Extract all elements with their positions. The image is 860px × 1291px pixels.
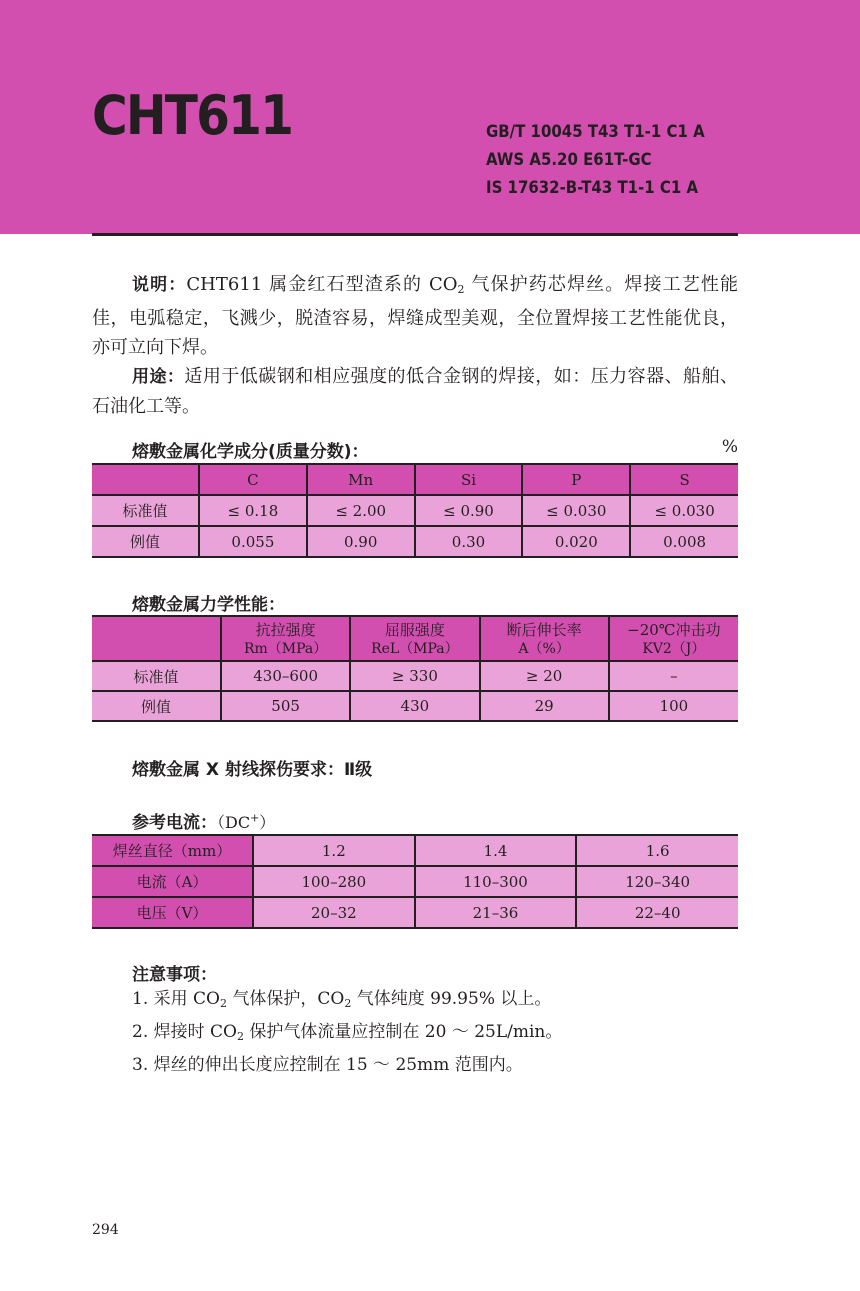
header-rule [92,233,738,236]
description-label: 说明： [132,275,187,295]
xray-requirement: 熔敷金属 X 射线探伤要求：Ⅱ级 [132,760,373,780]
usage-label: 用途： [132,367,185,387]
note-3: 3. 焊丝的伸出长度应控制在 15 ～ 25mm 范围内。 [132,1055,523,1075]
chem-title: 熔敷金属化学成分(质量分数)： [132,442,369,462]
table-row: 电流（A） 100–280 110–300 120–340 [92,866,738,897]
description-block [92,270,738,421]
standards-list [486,118,705,202]
table-row: 电压（V） 20–32 21–36 22–40 [92,897,738,928]
note-1: 1. 采用 $CO_2$ 气体保护，$CO_2$ 气体纯度 99.95% 以上。 [132,989,552,1010]
current-title: 参考电流：（DC+） [132,811,276,833]
notes-list [132,985,732,1079]
mech-table [92,615,738,722]
standard-aws: AWS A5.20 E61T-GC [486,150,652,170]
mech-title: 熔敷金属力学性能： [132,595,285,615]
notes-title: 注意事项： [132,965,217,985]
product-title: CHT611 [92,84,293,147]
polarity: （DC+） [217,811,276,832]
chem-header-row: C Mn Si P S [92,464,738,495]
mech-header-row: 抗拉强度 Rm（MPa） 屈服强度 ReL（MPa） 断后伸长率 A（%） −20℃冲击功 KV2（J） [92,616,738,661]
standard-is: IS 17632-B-T43 T1-1 C1 A [486,178,699,198]
table-row: 例值 0.055 0.90 0.30 0.020 0.008 [92,526,738,557]
chem-table [92,463,738,558]
table-row: 焊丝直径（mm） 1.2 1.4 1.6 [92,835,738,866]
chem-unit: % [721,437,738,457]
standard-gb: GB/T 10045 T43 T1-1 C1 A [486,122,705,142]
description-paragraph: 说明：CHT611 属金红石型渣系的 $CO_2$ 气保护药芯焊丝。焊接工艺性能佳，电弧稳定，飞溅少，脱渣容易，焊缝成型美观，全位置焊接工艺性能优良，亦可立向下焊。 [92,274,738,358]
usage-paragraph: 用途：适用于低碳钢和相应强度的低合金钢的焊接，如：压力容器、船舶、石油化工等。 [92,366,738,417]
table-row: 例值 505 430 29 100 [92,691,738,721]
page-number: 294 [92,1222,119,1238]
current-table [92,834,738,929]
table-row: 标准值 430–600 ≥ 330 ≥ 20 – [92,661,738,691]
note-2: 2. 焊接时 $CO_2$ 保护气体流量应控制在 20 ～ 25L/min。 [132,1022,563,1043]
table-row: 标准值 ≤ 0.18 ≤ 2.00 ≤ 0.90 ≤ 0.030 ≤ 0.030 [92,495,738,526]
